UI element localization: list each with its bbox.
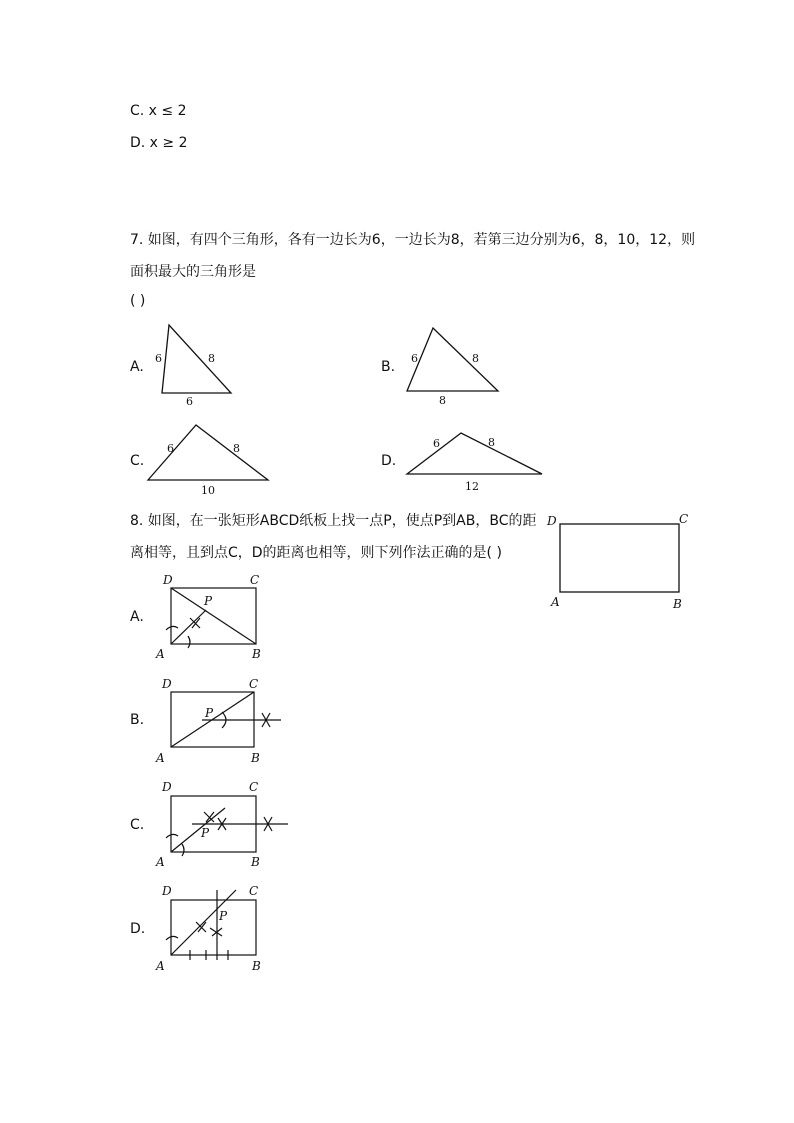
- q8-ref-label-d: D: [547, 514, 557, 528]
- q7-option-d-label: D.: [381, 453, 397, 469]
- q7-d-side-right: 8: [488, 436, 495, 449]
- q7-option-a-label: A.: [130, 359, 144, 375]
- q6-option-c: C. x ≤ 2: [130, 103, 187, 119]
- q8-c-label-a: A: [156, 855, 165, 869]
- q7-b-side-left: 6: [411, 352, 418, 365]
- q7-c-side-right: 8: [233, 442, 240, 455]
- q8-d-label-c: C: [249, 884, 259, 898]
- q8-a-label-d: D: [163, 573, 173, 587]
- q7-b-side-right: 8: [472, 352, 479, 365]
- q8-ref-label-c: C: [679, 512, 689, 526]
- q8-a-label-c: C: [250, 573, 260, 587]
- q8-b-label-d: D: [162, 677, 172, 691]
- q7-stem-line1: 7. 如图，有四个三角形，各有一边长为6，一边长为8，若第三边分别为6，8，10，12，则: [130, 232, 696, 248]
- q8-figure-c: [166, 796, 288, 856]
- q8-option-d-label: D.: [130, 921, 146, 937]
- q6-option-d: D. x ≥ 2: [130, 135, 188, 151]
- q8-c-label-d: D: [162, 780, 172, 794]
- q8-b-label-a: A: [156, 751, 165, 765]
- q7-c-side-base: 10: [201, 484, 215, 497]
- q7-a-side-left: 6: [155, 352, 162, 365]
- q7-a-side-right: 8: [208, 352, 215, 365]
- q7-d-side-base: 12: [465, 480, 479, 493]
- q8-b-label-c: C: [249, 677, 259, 691]
- q8-stem-line1: 8. 如图，在一张矩形ABCD纸板上找一点P，使点P到AB，BC的距: [130, 513, 537, 529]
- q8-stem-line2: 离相等，且到点C，D的距离也相等，则下列作法正确的是( ): [130, 545, 502, 561]
- q7-b-side-base: 8: [439, 394, 446, 407]
- q7-option-b-label: B.: [381, 359, 396, 375]
- q8-ref-label-b: B: [673, 597, 682, 611]
- q8-option-b-label: B.: [130, 712, 145, 728]
- q8-ref-label-a: A: [551, 595, 560, 609]
- q8-d-label-a: A: [156, 959, 165, 973]
- q8-b-label-b: B: [251, 751, 260, 765]
- q8-a-label-b: B: [252, 647, 261, 661]
- q8-d-label-b: B: [252, 959, 261, 973]
- q8-reference-rectangle: [546, 512, 688, 611]
- q8-d-label-p: P: [219, 909, 228, 923]
- q7-a-side-base: 6: [186, 395, 193, 408]
- q7-d-side-left: 6: [433, 437, 440, 450]
- q8-b-label-p: P: [205, 706, 214, 720]
- q8-figure-b: [171, 692, 281, 747]
- q8-d-label-d: D: [162, 884, 172, 898]
- q8-a-label-a: A: [156, 647, 165, 661]
- q8-a-label-p: P: [204, 594, 213, 608]
- q7-option-c-label: C.: [130, 453, 145, 469]
- q8-c-label-b: B: [251, 855, 260, 869]
- q7-answer-paren: ( ): [130, 293, 146, 309]
- q8-c-label-c: C: [249, 780, 259, 794]
- q8-option-a-label: A.: [130, 609, 144, 625]
- q8-option-c-label: C.: [130, 817, 145, 833]
- q8-figure-d: [166, 890, 256, 960]
- q8-c-label-p: P: [201, 826, 210, 840]
- q7-c-side-left: 6: [167, 442, 174, 455]
- q7-stem-line2: 面积最大的三角形是: [130, 264, 256, 280]
